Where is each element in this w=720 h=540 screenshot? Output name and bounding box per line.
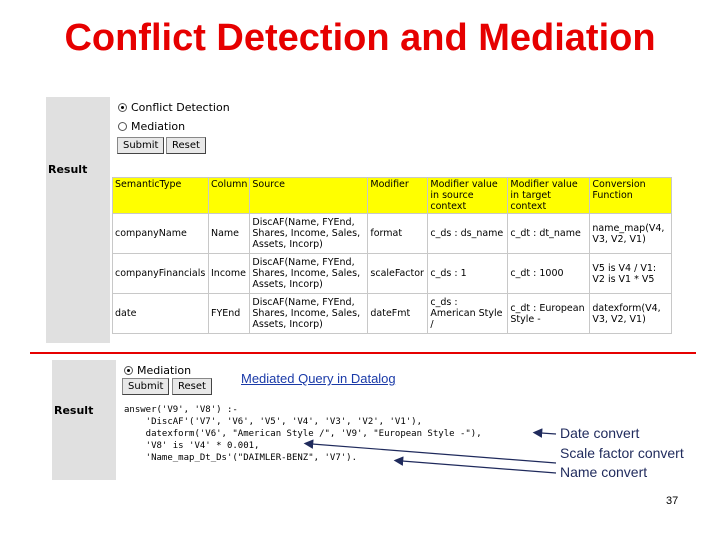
reset-button[interactable]: Reset — [166, 137, 206, 154]
submit-button[interactable]: Submit — [117, 137, 164, 154]
cell-conversion-function: V5 is V4 / V1: V2 is V1 * V5 — [590, 254, 672, 294]
cell-source-value: c_ds : American Style / — [428, 294, 508, 334]
header-source: Source — [250, 178, 368, 214]
cell-column: FYEnd — [209, 294, 250, 334]
cell-target-value: c_dt : European Style - — [508, 294, 590, 334]
arrow-name-convert — [402, 461, 556, 473]
cell-semantic-type: date — [113, 294, 209, 334]
submit-button-bottom[interactable]: Submit — [122, 378, 169, 395]
cell-modifier: dateFmt — [368, 294, 428, 334]
annotation-date-convert: Date convert — [560, 425, 640, 441]
header-modifier: Modifier — [368, 178, 428, 214]
arrow-scale-factor-convert — [312, 444, 556, 463]
cell-source-value: c_ds : 1 — [428, 254, 508, 294]
header-target-value: Modifier value in target context — [508, 178, 590, 214]
code-line: answer('V9', 'V8') :- — [124, 405, 238, 415]
cell-semantic-type: companyFinancials — [113, 254, 209, 294]
header-column: Column — [209, 178, 250, 214]
cell-modifier: format — [368, 214, 428, 254]
cell-source-value: c_ds : ds_name — [428, 214, 508, 254]
cell-source: DiscAF(Name, FYEnd, Shares, Income, Sales, Assets, Incorp) — [250, 214, 368, 254]
cell-semantic-type: companyName — [113, 214, 209, 254]
page-number: 37 — [666, 495, 679, 507]
radio-label: Mediation — [137, 364, 192, 377]
annotation-scale-factor-convert: Scale factor convert — [560, 445, 684, 461]
arrow-date-convert — [541, 433, 556, 434]
cell-modifier: scaleFactor — [368, 254, 428, 294]
code-line: 'DiscAF'('V7', 'V6', 'V5', 'V4', 'V3', 'V2', 'V1'), — [124, 417, 423, 427]
cell-column: Income — [209, 254, 250, 294]
result-label-bottom: Result — [54, 404, 94, 417]
code-line: 'V8' is 'V4' * 0.001, — [124, 441, 260, 451]
radio-label: Mediation — [131, 120, 186, 133]
cell-source: DiscAF(Name, FYEnd, Shares, Income, Sales, Assets, Incorp) — [250, 254, 368, 294]
header-conversion-function: Conversion Function — [590, 178, 672, 214]
slide-title: Conflict Detection and Mediation — [64, 17, 656, 59]
cell-target-value: c_dt : dt_name — [508, 214, 590, 254]
cell-target-value: c_dt : 1000 — [508, 254, 590, 294]
cell-column: Name — [209, 214, 250, 254]
header-semantic-type: SemanticType — [113, 178, 209, 214]
cell-conversion-function: name_map(V4, V3, V2, V1) — [590, 214, 672, 254]
annotation-name-convert: Name convert — [560, 464, 648, 480]
result-label: Result — [48, 163, 88, 176]
code-line: 'Name_map_Dt_Ds'("DAIMLER-BENZ", 'V7'). — [124, 453, 357, 463]
header-source-value: Modifier value in source context — [428, 178, 508, 214]
mediated-query-link[interactable]: Mediated Query in Datalog — [241, 371, 396, 386]
code-line: datexform('V6', "American Style /", 'V9', "European Style -"), — [124, 429, 482, 439]
radio-label: Conflict Detection — [131, 101, 230, 114]
cell-source: DiscAF(Name, FYEnd, Shares, Income, Sales, Assets, Incorp) — [250, 294, 368, 334]
cell-conversion-function: datexform(V4, V3, V2, V1) — [590, 294, 672, 334]
reset-button-bottom[interactable]: Reset — [172, 378, 212, 395]
